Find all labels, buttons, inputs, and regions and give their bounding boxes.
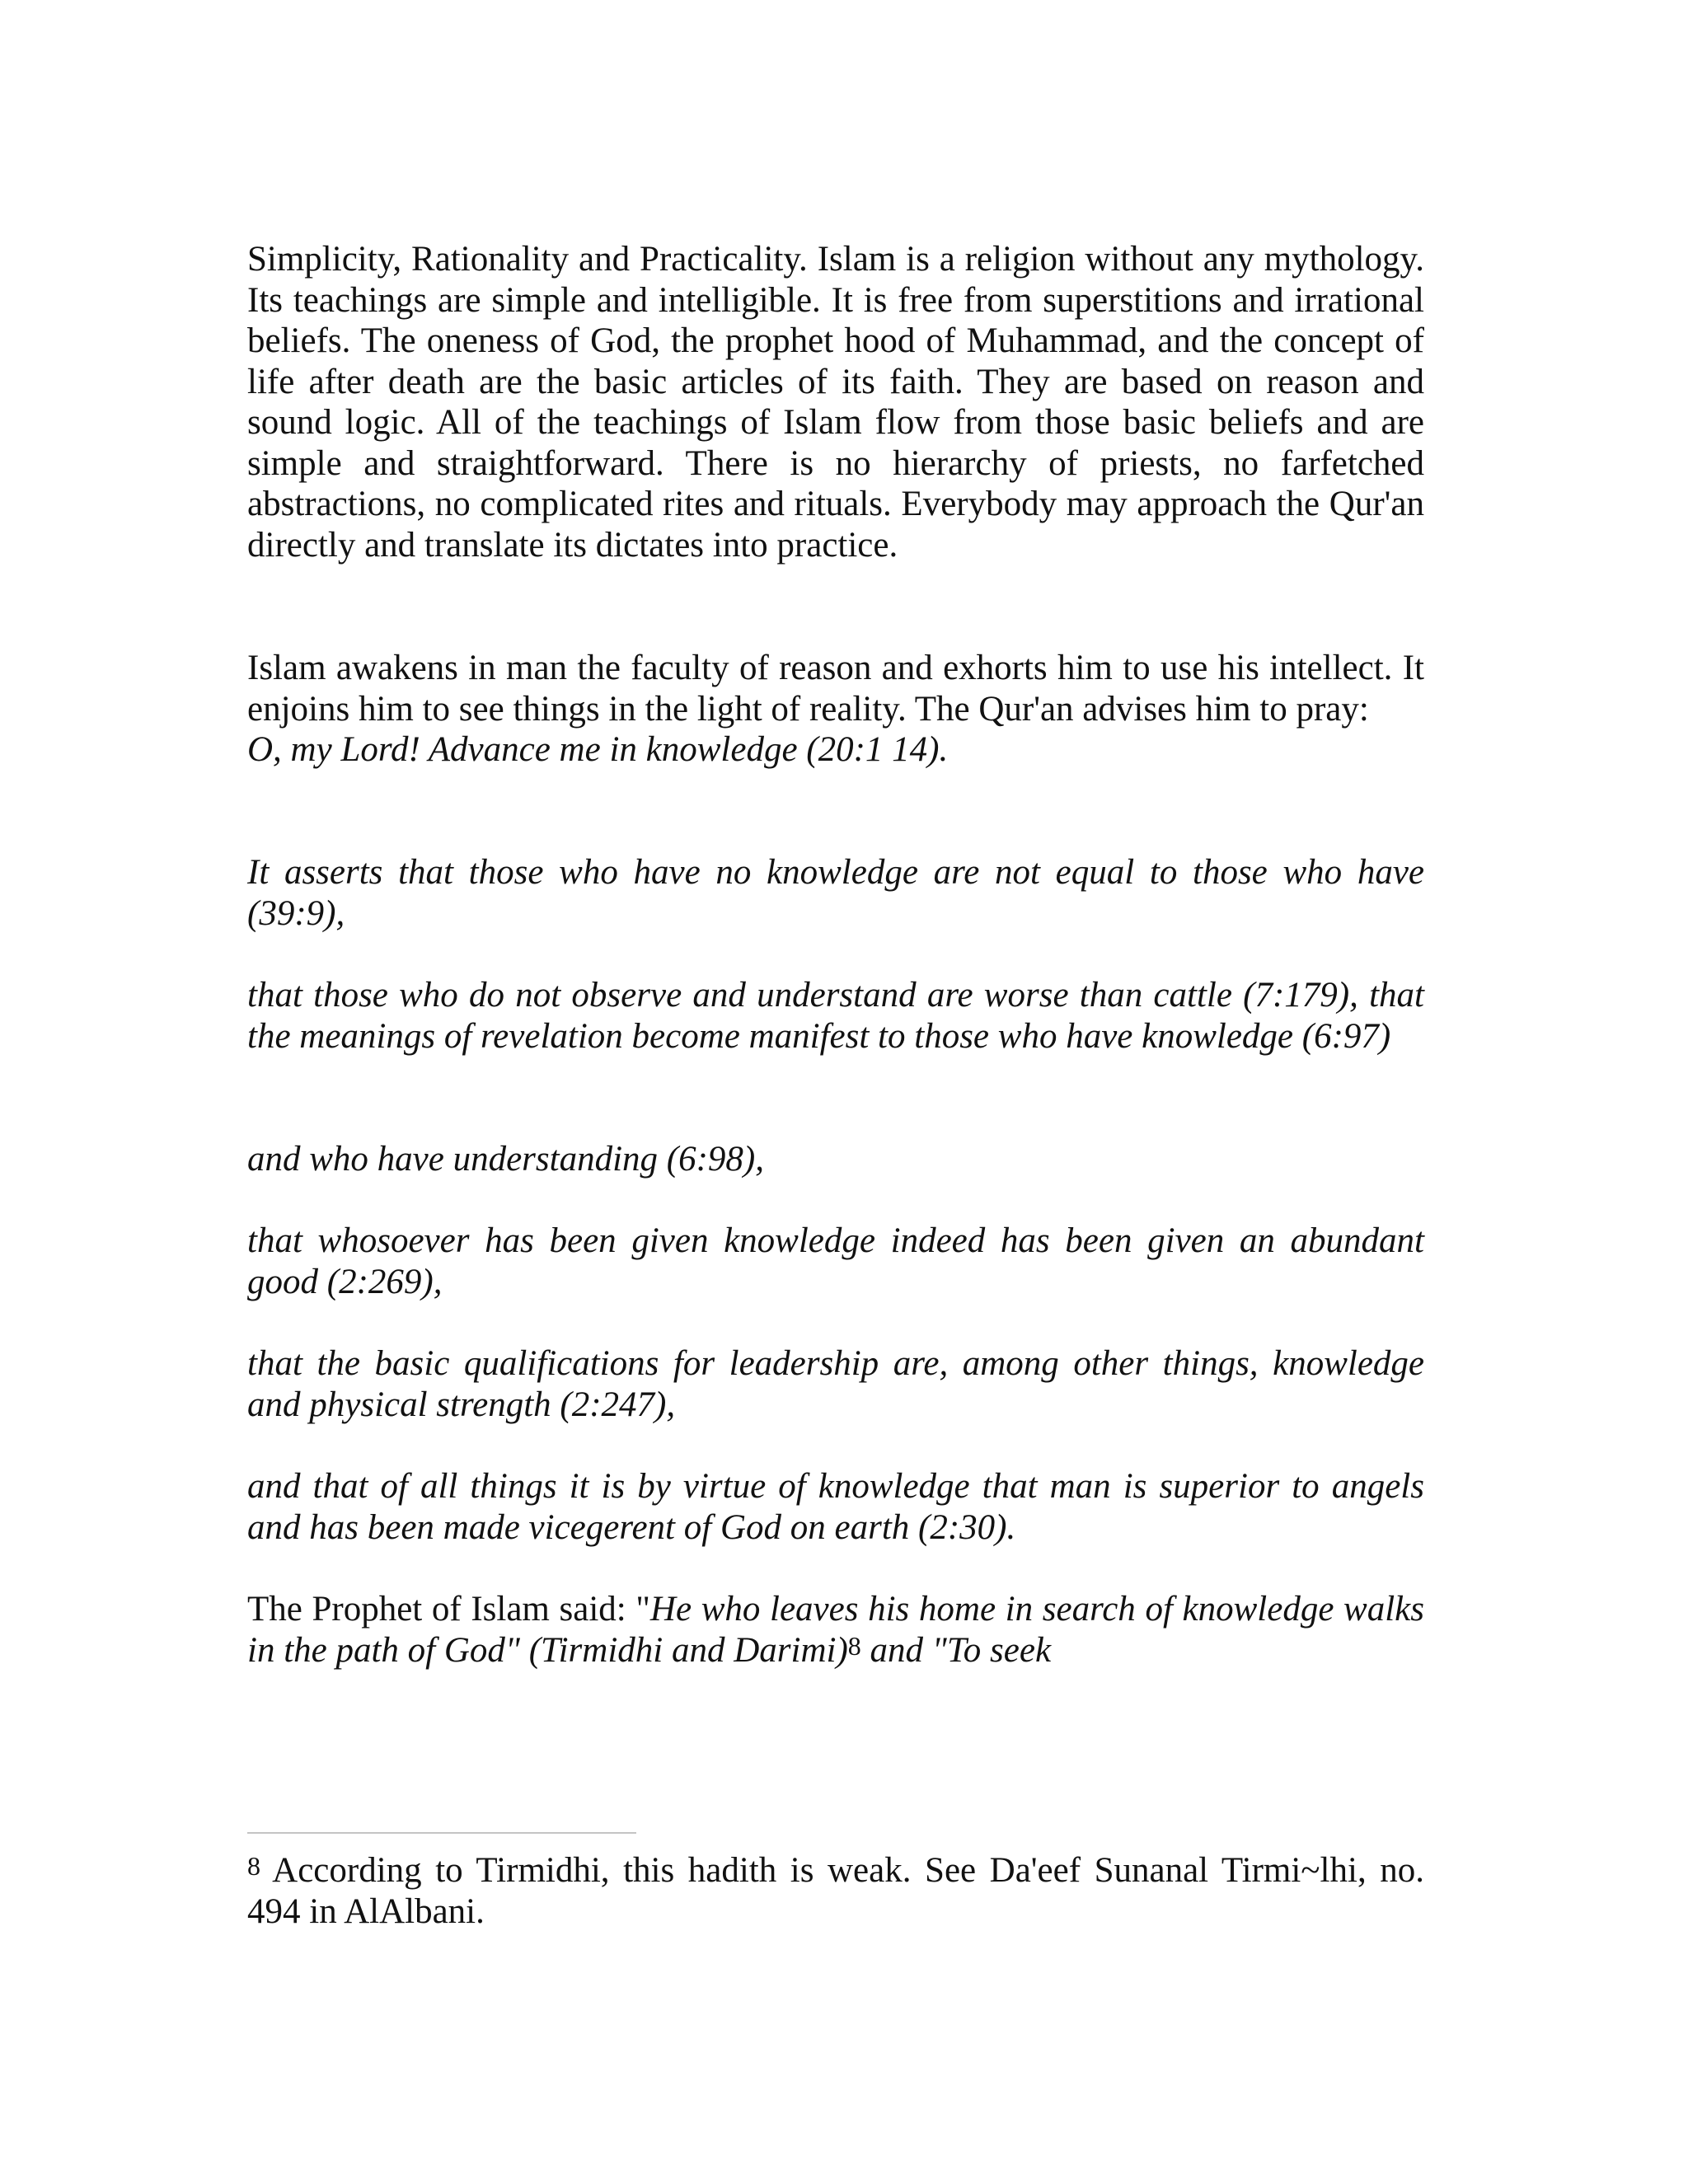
prophet-saying-intro: The Prophet of Islam said: ": [247, 1590, 650, 1629]
footnote: [247, 1850, 1424, 1932]
footnote-mark: 8: [247, 1851, 260, 1881]
quran-prayer-quote: O, my Lord! Advance me in knowledge (20:1 14).: [247, 730, 949, 769]
hadith-quote: He who leaves his home in search of knowledge walks in the path of God" (Tirmidhi and Darimi): [247, 1590, 1424, 1670]
footnote-divider: [247, 1832, 636, 1834]
paragraph-reason: [247, 648, 1424, 771]
paragraph-vicegerent: and that of all things it is by virtue of knowledge that man is superior to angels and has been made vicegerent of God on earth (2:30).: [247, 1467, 1424, 1547]
paragraph-abundant-good: that whosoever has been given knowledge indeed has been given an abundant good (2:269),: [247, 1221, 1424, 1301]
paragraph-asserts: It asserts that those who have no knowledge are not equal to those who have (39:9),: [247, 853, 1424, 933]
paragraph-prophet-saying: [247, 1589, 1424, 1671]
paragraph-simplicity: Simplicity, Rationality and Practicality. Islam is a religion without any mythology. Its teachings are simple and intelligible. It is free from superstitions and irrational beliefs. The oneness of God, the prophet hood of Muhammad, and the concept of life after death are the basic articles of its faith. They are based on reason and sound logic. All of the teachings of Islam flow from those basic beliefs and are simple and straightforward. There is no hierarchy of priests, no farfetched abstractions, no complicated rites and rituals. Everybody may approach the Qur'an directly and translate its dictates into practice.: [247, 240, 1424, 565]
prophet-saying-tail: and "To seek: [860, 1630, 1052, 1670]
footnote-text: According to Tirmidhi, this hadith is weak. See Da'eef Sunanal Tirmi~lhi, no. 494 in AlAlbani.: [247, 1851, 1424, 1931]
footnote-reference[interactable]: 8: [847, 1630, 861, 1661]
paragraph-reason-text: Islam awakens in man the faculty of reason and exhorts him to use his intellect. It enjoins him to see things in the light of reality. The Qur'an advises him to pray:: [247, 649, 1424, 729]
paragraph-understanding: and who have understanding (6:98),: [247, 1140, 765, 1179]
paragraph-observe: that those who do not observe and understand are worse than cattle (7:179), that the meanings of revelation become manifest to those who have knowledge (6:97): [247, 976, 1424, 1056]
paragraph-leadership: that the basic qualifications for leadership are, among other things, knowledge and physical strength (2:247),: [247, 1344, 1424, 1424]
